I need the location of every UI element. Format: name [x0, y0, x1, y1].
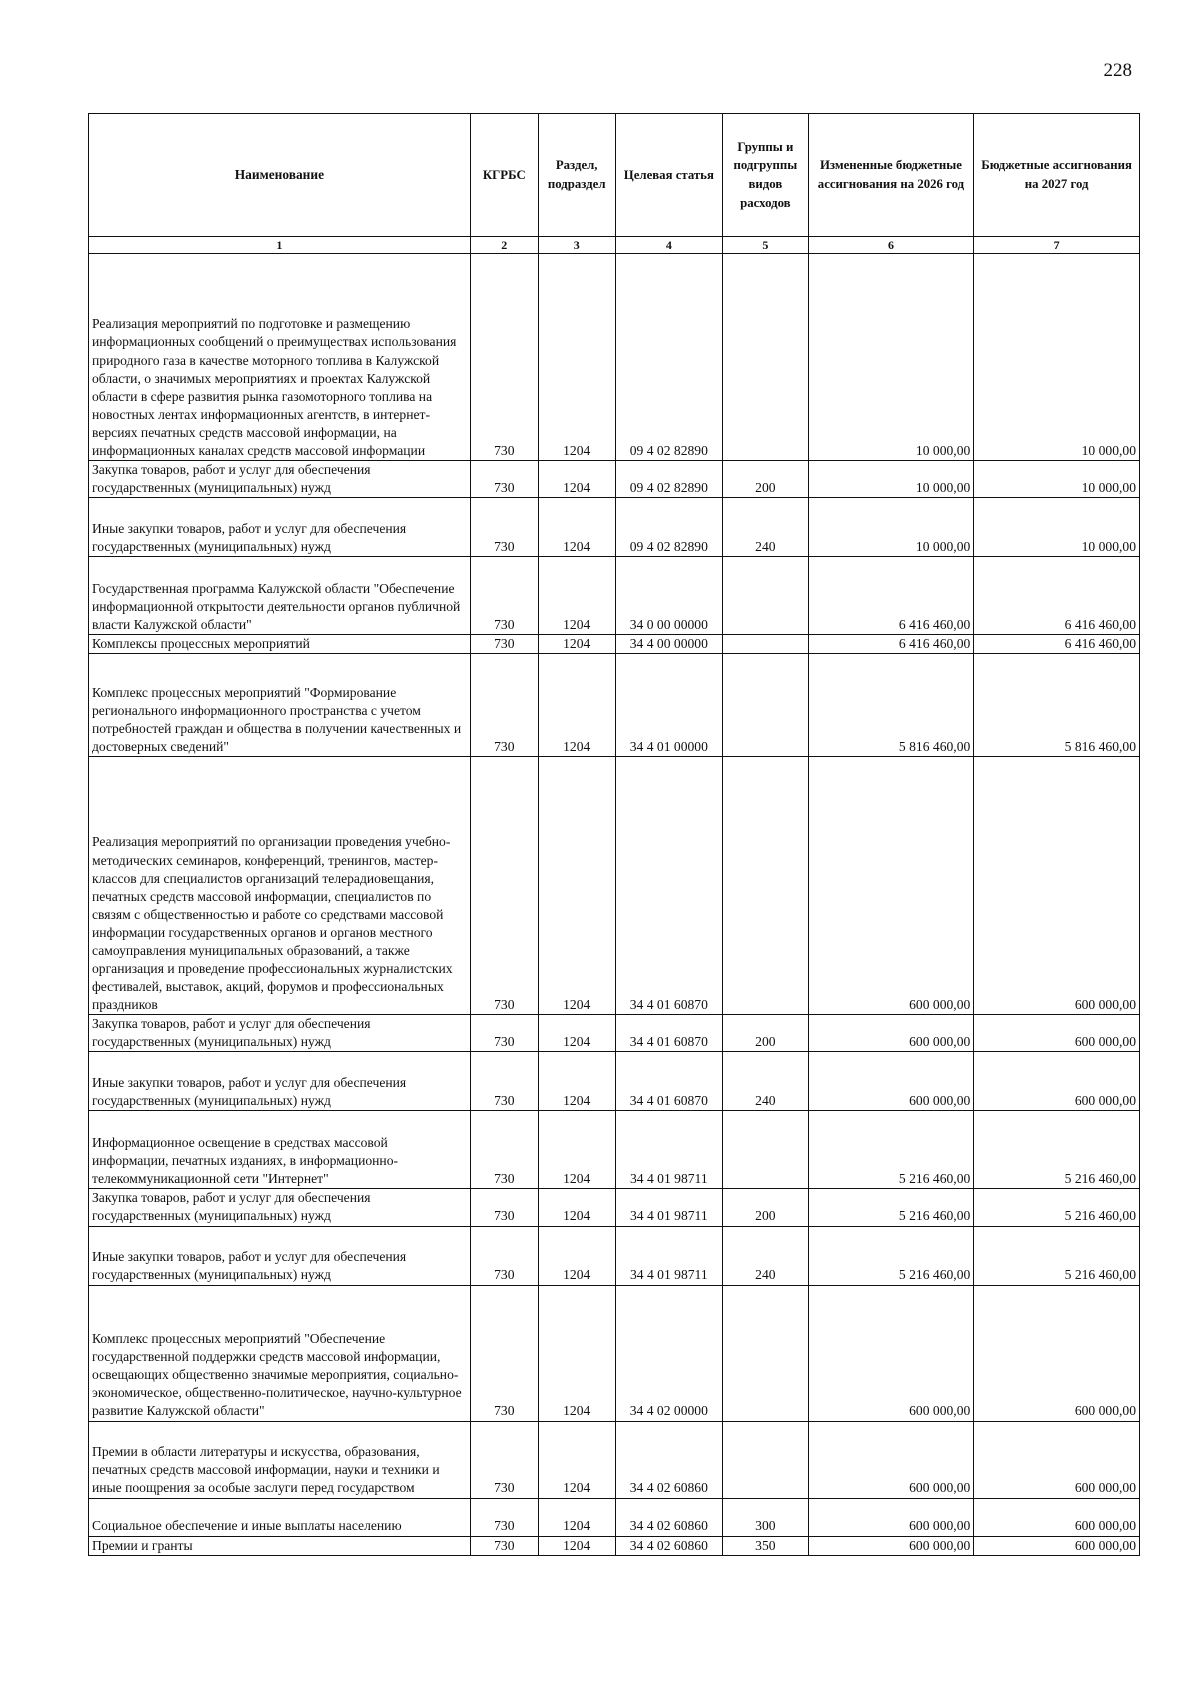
row-article: 09 4 02 82890	[615, 498, 723, 557]
row-article: 34 4 01 60870	[615, 1052, 723, 1111]
table-row	[89, 498, 1140, 557]
row-article: 34 4 01 00000	[615, 654, 723, 757]
row-name: Комплекс процессных мероприятий "Обеспечение государственной поддержки средств массовой информации, освещающих общественно значимые мероприятия, социально-экономическое, общественно-политическое, научно-культурное развитие Калужской области"	[89, 1285, 471, 1421]
row-kgrbs: 730	[470, 654, 538, 757]
table-row	[89, 654, 1140, 757]
row-amount-2026: 5 216 460,00	[808, 1189, 974, 1226]
table-row	[89, 1285, 1140, 1421]
row-group	[723, 1111, 809, 1189]
row-section: 1204	[538, 1421, 615, 1498]
row-section: 1204	[538, 635, 615, 654]
row-amount-2027: 600 000,00	[974, 1052, 1140, 1111]
row-amount-2026: 600 000,00	[808, 1421, 974, 1498]
row-group	[723, 654, 809, 757]
table-row	[89, 1536, 1140, 1555]
row-article: 34 4 01 60870	[615, 1015, 723, 1052]
table-row	[89, 1498, 1140, 1536]
col-number: 3	[538, 237, 615, 254]
col-number: 4	[615, 237, 723, 254]
row-section: 1204	[538, 1052, 615, 1111]
row-section: 1204	[538, 1226, 615, 1285]
row-kgrbs: 730	[470, 1421, 538, 1498]
row-kgrbs: 730	[470, 498, 538, 557]
row-amount-2027: 600 000,00	[974, 1536, 1140, 1555]
col-header-2026: Измененные бюджетные ассигнования на 2026 год	[808, 114, 974, 237]
table-row	[89, 461, 1140, 498]
row-group	[723, 254, 809, 461]
col-header-group: Группы и подгруппы видов расходов	[723, 114, 809, 237]
row-amount-2026: 10 000,00	[808, 461, 974, 498]
col-header-section: Раздел, подраздел	[538, 114, 615, 237]
table-row	[89, 1226, 1140, 1285]
row-group: 300	[723, 1498, 809, 1536]
row-name: Премии и гранты	[89, 1536, 471, 1555]
row-amount-2026: 600 000,00	[808, 757, 974, 1015]
row-group: 200	[723, 1189, 809, 1226]
row-amount-2026: 600 000,00	[808, 1498, 974, 1536]
row-group	[723, 557, 809, 635]
row-section: 1204	[538, 557, 615, 635]
row-group: 350	[723, 1536, 809, 1555]
row-amount-2027: 5 216 460,00	[974, 1189, 1140, 1226]
row-name: Иные закупки товаров, работ и услуг для обеспечения государственных (муниципальных) нужд	[89, 498, 471, 557]
header-row	[89, 114, 1140, 237]
row-article: 34 4 01 60870	[615, 757, 723, 1015]
row-amount-2027: 5 816 460,00	[974, 654, 1140, 757]
row-group: 240	[723, 498, 809, 557]
row-article: 34 4 02 60860	[615, 1536, 723, 1555]
row-kgrbs: 730	[470, 1052, 538, 1111]
col-number: 7	[974, 237, 1140, 254]
row-section: 1204	[538, 1498, 615, 1536]
row-section: 1204	[538, 1111, 615, 1189]
row-amount-2026: 6 416 460,00	[808, 635, 974, 654]
row-amount-2026: 5 216 460,00	[808, 1111, 974, 1189]
row-kgrbs: 730	[470, 1015, 538, 1052]
col-number: 1	[89, 237, 471, 254]
table-row	[89, 1421, 1140, 1498]
row-article: 34 4 00 00000	[615, 635, 723, 654]
row-name: Закупка товаров, работ и услуг для обеспечения государственных (муниципальных) нужд	[89, 1189, 471, 1226]
row-article: 34 4 01 98711	[615, 1189, 723, 1226]
row-name: Иные закупки товаров, работ и услуг для обеспечения государственных (муниципальных) нужд	[89, 1226, 471, 1285]
row-amount-2027: 6 416 460,00	[974, 635, 1140, 654]
row-name: Закупка товаров, работ и услуг для обеспечения государственных (муниципальных) нужд	[89, 461, 471, 498]
row-amount-2026: 600 000,00	[808, 1285, 974, 1421]
budget-table	[88, 113, 1140, 1556]
row-name: Комплексы процессных мероприятий	[89, 635, 471, 654]
row-amount-2026: 10 000,00	[808, 498, 974, 557]
table-row	[89, 1189, 1140, 1226]
row-amount-2026: 5 816 460,00	[808, 654, 974, 757]
row-amount-2026: 600 000,00	[808, 1536, 974, 1555]
col-header-kgrbs: КГРБС	[470, 114, 538, 237]
row-article: 34 4 02 60860	[615, 1498, 723, 1536]
row-amount-2027: 5 216 460,00	[974, 1111, 1140, 1189]
table-row	[89, 557, 1140, 635]
row-section: 1204	[538, 498, 615, 557]
row-group	[723, 1421, 809, 1498]
row-kgrbs: 730	[470, 254, 538, 461]
row-section: 1204	[538, 757, 615, 1015]
row-amount-2027: 600 000,00	[974, 1421, 1140, 1498]
row-kgrbs: 730	[470, 1498, 538, 1536]
row-name: Иные закупки товаров, работ и услуг для обеспечения государственных (муниципальных) нужд	[89, 1052, 471, 1111]
row-amount-2027: 10 000,00	[974, 498, 1140, 557]
row-amount-2026: 10 000,00	[808, 254, 974, 461]
row-article: 09 4 02 82890	[615, 254, 723, 461]
col-number: 6	[808, 237, 974, 254]
row-amount-2027: 600 000,00	[974, 1498, 1140, 1536]
row-kgrbs: 730	[470, 461, 538, 498]
col-number: 2	[470, 237, 538, 254]
table-row	[89, 1052, 1140, 1111]
row-group: 240	[723, 1052, 809, 1111]
row-section: 1204	[538, 1015, 615, 1052]
row-group	[723, 757, 809, 1015]
row-amount-2027: 10 000,00	[974, 461, 1140, 498]
table-row	[89, 757, 1140, 1015]
column-number-row	[89, 237, 1140, 254]
row-article: 09 4 02 82890	[615, 461, 723, 498]
row-amount-2026: 600 000,00	[808, 1015, 974, 1052]
row-name: Реализация мероприятий по организации проведения учебно-методических семинаров, конференций, тренингов, мастер-классов для специалистов организаций телерадиовещания, печатных средств массовой информации, специалистов по связям с общественностью и работе со средствами массовой информации государственных органов и органов местного самоуправления муниципальных образований, а также организация и проведение профессиональных журналистских фестивалей, выставок, акций, форумов и профессиональных праздников	[89, 757, 471, 1015]
table-row	[89, 635, 1140, 654]
row-name: Реализация мероприятий по подготовке и размещению информационных сообщений о преимуществах использования природного газа в качестве моторного топлива в Калужской области, о значимых мероприятиях и проектах Калужской области в сфере развития рынка газомоторного топлива на новостных лентах информационных агентств, в интернет-версиях печатных средств массовой информации, на информационных каналах средств массовой информации	[89, 254, 471, 461]
col-number: 5	[723, 237, 809, 254]
row-section: 1204	[538, 1189, 615, 1226]
row-name: Закупка товаров, работ и услуг для обеспечения государственных (муниципальных) нужд	[89, 1015, 471, 1052]
row-article: 34 4 01 98711	[615, 1226, 723, 1285]
row-amount-2027: 600 000,00	[974, 1285, 1140, 1421]
col-header-article: Целевая статья	[615, 114, 723, 237]
row-section: 1204	[538, 254, 615, 461]
table-row	[89, 1111, 1140, 1189]
row-kgrbs: 730	[470, 1226, 538, 1285]
row-amount-2027: 5 216 460,00	[974, 1226, 1140, 1285]
row-amount-2027: 10 000,00	[974, 254, 1140, 461]
row-kgrbs: 730	[470, 557, 538, 635]
row-amount-2027: 6 416 460,00	[974, 557, 1140, 635]
row-article: 34 4 02 60860	[615, 1421, 723, 1498]
page-number: 228	[1103, 60, 1132, 81]
row-article: 34 4 02 00000	[615, 1285, 723, 1421]
row-amount-2027: 600 000,00	[974, 1015, 1140, 1052]
table-row	[89, 1015, 1140, 1052]
row-kgrbs: 730	[470, 1189, 538, 1226]
row-section: 1204	[538, 1285, 615, 1421]
row-section: 1204	[538, 461, 615, 498]
row-kgrbs: 730	[470, 757, 538, 1015]
row-name: Информационное освещение в средствах массовой информации, печатных изданиях, в информационно-телекоммуникационной сети "Интернет"	[89, 1111, 471, 1189]
row-kgrbs: 730	[470, 1536, 538, 1555]
row-kgrbs: 730	[470, 635, 538, 654]
row-name: Комплекс процессных мероприятий "Формирование регионального информационного пространства с учетом потребностей граждан и общества в получении качественных и достоверных сведений"	[89, 654, 471, 757]
row-name: Государственная программа Калужской области "Обеспечение информационной открытости деятельности органов публичной власти Калужской области"	[89, 557, 471, 635]
row-name: Социальное обеспечение и иные выплаты населению	[89, 1498, 471, 1536]
col-header-name: Наименование	[89, 114, 471, 237]
row-group	[723, 635, 809, 654]
row-amount-2027: 600 000,00	[974, 757, 1140, 1015]
row-group: 240	[723, 1226, 809, 1285]
row-group	[723, 1285, 809, 1421]
row-article: 34 4 01 98711	[615, 1111, 723, 1189]
row-name: Премии в области литературы и искусства, образования, печатных средств массовой информации, науки и техники и иные поощрения за особые заслуги перед государством	[89, 1421, 471, 1498]
row-group: 200	[723, 1015, 809, 1052]
row-section: 1204	[538, 1536, 615, 1555]
row-amount-2026: 5 216 460,00	[808, 1226, 974, 1285]
row-section: 1204	[538, 654, 615, 757]
row-group: 200	[723, 461, 809, 498]
row-article: 34 0 00 00000	[615, 557, 723, 635]
col-header-2027: Бюджетные ассигнования на 2027 год	[974, 114, 1140, 237]
table-row	[89, 254, 1140, 461]
row-kgrbs: 730	[470, 1111, 538, 1189]
row-kgrbs: 730	[470, 1285, 538, 1421]
row-amount-2026: 6 416 460,00	[808, 557, 974, 635]
row-amount-2026: 600 000,00	[808, 1052, 974, 1111]
